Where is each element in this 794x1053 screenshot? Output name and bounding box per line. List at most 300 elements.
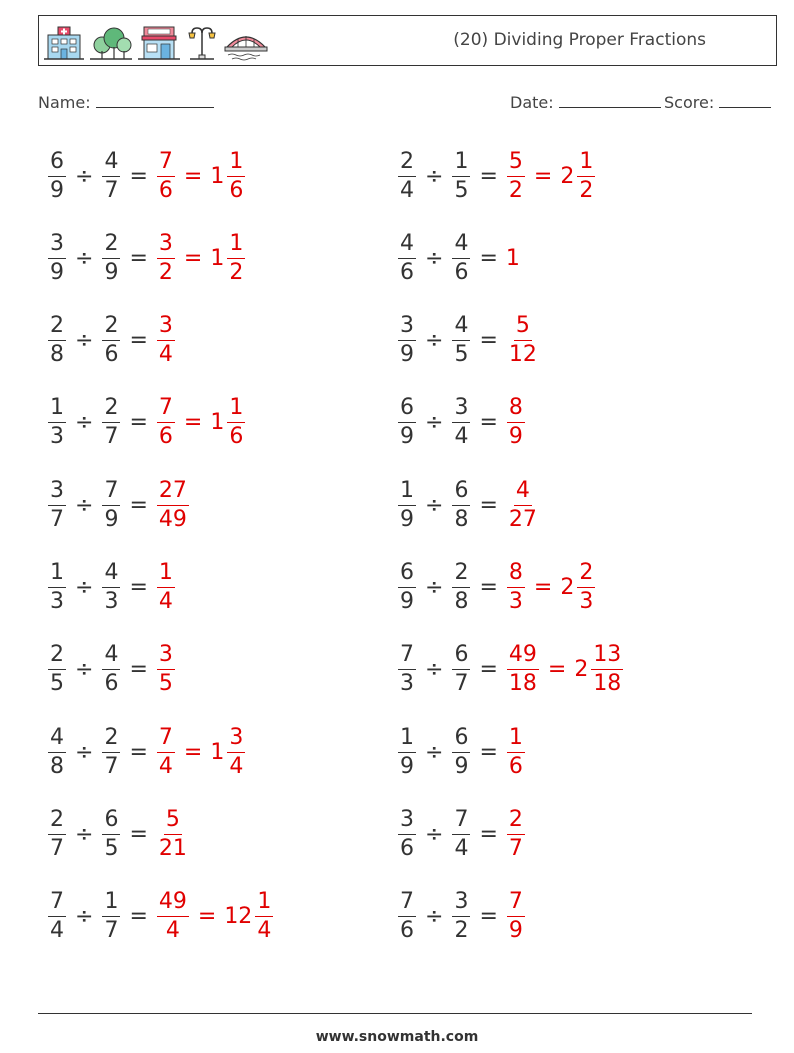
numerator: 1	[48, 562, 66, 588]
denominator: 6	[229, 424, 244, 450]
problem-item	[45, 882, 276, 952]
denominator: 4	[158, 753, 173, 779]
divisor-fraction	[102, 315, 120, 366]
mixed-fraction	[577, 148, 595, 203]
dividend-fraction	[48, 477, 66, 532]
denominator: 2	[508, 177, 523, 203]
mixed-fraction	[577, 562, 595, 613]
denominator: 4	[400, 177, 414, 203]
problem-item	[45, 799, 192, 869]
numerator: 2	[102, 315, 120, 341]
answer	[154, 148, 248, 203]
divide-sign: ÷	[75, 657, 94, 683]
answer	[504, 724, 528, 779]
dividend-fraction	[398, 477, 416, 532]
numerator: 3	[157, 644, 175, 670]
divide-sign: ÷	[425, 739, 444, 765]
equals-sign: =	[479, 821, 498, 847]
numerator: 2	[48, 315, 66, 341]
footer-divider	[38, 1013, 752, 1014]
mixed-fraction	[227, 397, 245, 448]
divisor-fraction	[102, 891, 120, 942]
answer-fraction	[157, 644, 175, 695]
numerator: 1	[398, 727, 416, 753]
answer	[504, 806, 528, 861]
equals-sign: =	[479, 245, 498, 271]
numerator: 7	[157, 397, 175, 423]
divisor-fraction	[452, 562, 470, 613]
equals-sign: =	[183, 163, 203, 189]
answer	[504, 891, 528, 942]
numerator: 1	[227, 151, 245, 177]
divide-sign: ÷	[425, 410, 444, 436]
denominator: 6	[158, 424, 173, 450]
numerator: 3	[452, 891, 470, 917]
problem-item	[45, 223, 248, 293]
numerator: 2	[577, 562, 595, 588]
numerator: 1	[577, 151, 595, 177]
numerator: 3	[398, 809, 416, 835]
divide-sign: ÷	[75, 739, 94, 765]
denominator: 8	[454, 589, 469, 614]
numerator: 2	[102, 727, 120, 753]
problem-item	[395, 141, 598, 211]
answer-fraction	[157, 891, 189, 942]
mixed-fraction	[227, 724, 245, 779]
numerator: 3	[157, 315, 175, 341]
divide-sign: ÷	[75, 575, 94, 600]
divisor-fraction	[102, 397, 120, 448]
answer-fraction	[507, 148, 525, 203]
answer-integer: 1	[505, 245, 520, 271]
numerator: 4	[102, 562, 120, 588]
equals-sign: =	[479, 739, 498, 765]
denominator: 6	[104, 671, 119, 697]
answer-fraction	[507, 644, 539, 695]
equals-sign: =	[129, 904, 148, 930]
numerator: 2	[102, 233, 120, 259]
divisor-fraction	[452, 397, 470, 448]
denominator: 4	[454, 424, 469, 450]
equals-sign: =	[129, 328, 148, 354]
divide-sign: ÷	[75, 410, 94, 436]
equals-sign: =	[129, 163, 148, 189]
dividend-fraction	[48, 148, 66, 203]
numerator: 3	[48, 233, 66, 259]
denominator: 4	[158, 589, 173, 614]
equals-sign: =	[129, 657, 148, 683]
equals-sign: =	[129, 821, 148, 847]
denominator: 49	[158, 506, 187, 532]
numerator: 6	[398, 562, 416, 588]
problem-item	[395, 635, 626, 705]
answer	[504, 397, 528, 448]
numerator: 4	[514, 480, 532, 506]
numerator: 5	[164, 809, 182, 835]
problem-item	[45, 553, 178, 623]
problem-item	[395, 717, 528, 787]
answer	[504, 477, 542, 532]
mixed-fraction	[227, 230, 245, 285]
name-line	[96, 93, 214, 108]
numerator: 3	[398, 315, 416, 341]
divisor-fraction	[102, 724, 120, 779]
denominator: 2	[579, 177, 594, 203]
denominator: 7	[50, 506, 64, 532]
denominator: 7	[508, 835, 523, 861]
denominator: 3	[508, 589, 523, 614]
numerator: 8	[507, 397, 525, 423]
divide-sign: ÷	[75, 904, 94, 930]
score-line	[719, 93, 771, 108]
answer	[154, 724, 248, 779]
denominator: 9	[400, 589, 414, 614]
problem-item	[395, 388, 528, 458]
answer	[154, 891, 276, 942]
date-line	[559, 93, 661, 108]
numerator: 3	[227, 727, 245, 753]
answer	[154, 644, 178, 695]
equals-sign: =	[479, 410, 498, 436]
denominator: 4	[158, 342, 173, 368]
mixed-fraction	[227, 148, 245, 203]
denominator: 9	[104, 506, 119, 532]
denominator: 21	[158, 835, 187, 861]
divide-sign: ÷	[425, 492, 444, 518]
denominator: 4	[165, 918, 180, 944]
answer-fraction	[507, 891, 525, 942]
answer-fraction	[157, 148, 175, 203]
answer-fraction	[507, 562, 525, 613]
problem-item	[45, 388, 248, 458]
denominator: 7	[104, 424, 119, 450]
divide-sign: ÷	[425, 575, 444, 600]
dividend-fraction	[398, 230, 416, 285]
equals-sign: =	[479, 163, 498, 189]
numerator: 2	[507, 809, 525, 835]
dividend-fraction	[48, 397, 66, 448]
denominator: 9	[400, 753, 414, 779]
answer-fraction	[157, 724, 175, 779]
mixed-fraction	[591, 644, 623, 695]
equals-sign: =	[197, 904, 217, 930]
denominator: 9	[400, 506, 414, 532]
denominator: 9	[508, 918, 523, 944]
numerator: 13	[591, 644, 623, 670]
dividend-fraction	[398, 891, 416, 942]
denominator: 8	[50, 753, 64, 779]
denominator: 4	[229, 753, 244, 779]
answer-fraction	[157, 397, 175, 448]
answer	[154, 806, 192, 861]
denominator: 2	[158, 259, 173, 285]
mixed-whole: 1	[210, 410, 225, 436]
divisor-fraction	[452, 806, 470, 861]
problem-item	[395, 306, 542, 376]
streetlamp-icon	[186, 25, 218, 61]
equals-sign: =	[129, 410, 148, 436]
numerator: 4	[102, 151, 120, 177]
numerator: 7	[157, 151, 175, 177]
divisor-fraction	[452, 891, 470, 942]
equals-sign: =	[183, 739, 203, 765]
divisor-fraction	[452, 477, 470, 532]
mixed-whole: 2	[560, 163, 575, 189]
numerator: 49	[507, 644, 539, 670]
equals-sign: =	[479, 492, 498, 518]
problem-item	[45, 470, 192, 540]
numerator: 4	[452, 315, 470, 341]
numerator: 2	[102, 397, 120, 423]
numerator: 7	[398, 644, 416, 670]
shop-icon	[138, 25, 180, 61]
footer-url: www.snowmath.com	[315, 1029, 479, 1045]
divisor-fraction	[102, 477, 120, 532]
numerator: 2	[48, 809, 66, 835]
mixed-whole: 1	[210, 739, 225, 765]
name-label: Name:	[38, 93, 91, 112]
dividend-fraction	[398, 562, 416, 613]
numerator: 5	[507, 151, 525, 177]
denominator: 8	[454, 506, 469, 532]
numerator: 7	[398, 891, 416, 917]
answer	[154, 477, 192, 532]
dividend-fraction	[48, 562, 66, 613]
divide-sign: ÷	[75, 163, 94, 189]
numerator: 27	[157, 480, 189, 506]
answer	[154, 562, 178, 613]
divide-sign: ÷	[425, 657, 444, 683]
equals-sign: =	[547, 657, 567, 683]
denominator: 12	[508, 342, 537, 368]
answer-fraction	[507, 806, 525, 861]
worksheet-title: (20) Dividing Proper Fractions	[453, 30, 706, 50]
problem-item	[395, 799, 528, 869]
answer-fraction	[157, 315, 175, 366]
mixed-whole: 1	[210, 245, 225, 271]
answer-fraction	[507, 477, 539, 532]
denominator: 6	[400, 918, 414, 944]
denominator: 27	[508, 506, 537, 532]
date-label: Date:	[510, 93, 554, 112]
mixed-whole: 2	[560, 575, 575, 600]
denominator: 7	[454, 671, 469, 697]
denominator: 7	[104, 753, 119, 779]
dividend-fraction	[48, 230, 66, 285]
mixed-whole: 2	[574, 657, 589, 683]
numerator: 3	[452, 397, 470, 423]
divide-sign: ÷	[75, 245, 94, 271]
denominator: 9	[400, 342, 414, 368]
denominator: 5	[454, 177, 469, 203]
answer	[154, 315, 178, 366]
trees-icon	[90, 25, 132, 61]
numerator: 1	[398, 480, 416, 506]
bridge-icon	[224, 25, 268, 61]
numerator: 4	[398, 233, 416, 259]
equals-sign: =	[479, 904, 498, 930]
denominator: 9	[454, 753, 469, 779]
equals-sign: =	[129, 245, 148, 271]
numerator: 7	[102, 480, 120, 506]
dividend-fraction	[48, 806, 66, 861]
problem-item	[45, 717, 248, 787]
divide-sign: ÷	[425, 163, 444, 189]
numerator: 49	[157, 891, 189, 917]
denominator: 6	[229, 177, 244, 203]
divide-sign: ÷	[425, 821, 444, 847]
numerator: 2	[48, 644, 66, 670]
mixed-fraction	[255, 891, 273, 942]
numerator: 1	[452, 151, 470, 177]
numerator: 4	[48, 727, 66, 753]
divisor-fraction	[452, 644, 470, 695]
answer	[504, 644, 626, 695]
dividend-fraction	[48, 644, 66, 695]
numerator: 6	[452, 727, 470, 753]
numerator: 2	[398, 151, 416, 177]
numerator: 2	[452, 562, 470, 588]
denominator: 2	[454, 918, 469, 944]
denominator: 4	[50, 918, 64, 944]
equals-sign: =	[479, 657, 498, 683]
numerator: 7	[48, 891, 66, 917]
numerator: 3	[157, 233, 175, 259]
equals-sign: =	[183, 410, 203, 436]
dividend-fraction	[48, 724, 66, 779]
denominator: 8	[50, 342, 64, 368]
date-field	[510, 93, 661, 112]
denominator: 6	[158, 177, 173, 203]
answer-fraction	[507, 724, 525, 779]
denominator: 9	[508, 424, 523, 450]
numerator: 1	[48, 397, 66, 423]
equals-sign: =	[533, 575, 553, 600]
problem-item	[395, 223, 520, 293]
equals-sign: =	[533, 163, 553, 189]
answer	[504, 315, 542, 366]
denominator: 9	[104, 259, 119, 285]
dividend-fraction	[398, 724, 416, 779]
problem-item	[45, 306, 178, 376]
divide-sign: ÷	[425, 328, 444, 354]
numerator: 1	[227, 397, 245, 423]
hospital-icon	[44, 25, 84, 61]
denominator: 6	[400, 835, 414, 861]
divide-sign: ÷	[75, 492, 94, 518]
answer	[154, 397, 248, 448]
answer-fraction	[507, 315, 539, 366]
denominator: 7	[104, 177, 119, 203]
denominator: 18	[508, 671, 537, 697]
answer-fraction	[507, 397, 525, 448]
mixed-whole: 1	[210, 163, 225, 189]
divisor-fraction	[452, 230, 470, 285]
numerator: 6	[452, 480, 470, 506]
divisor-fraction	[452, 148, 470, 203]
dividend-fraction	[398, 397, 416, 448]
denominator: 7	[104, 918, 119, 944]
denominator: 7	[50, 835, 64, 861]
denominator: 5	[454, 342, 469, 368]
numerator: 8	[507, 562, 525, 588]
denominator: 5	[158, 671, 173, 697]
numerator: 1	[227, 233, 245, 259]
denominator: 5	[104, 835, 119, 861]
header-icons	[44, 21, 268, 61]
denominator: 3	[104, 589, 119, 614]
divide-sign: ÷	[75, 328, 94, 354]
problem-item	[395, 553, 598, 623]
numerator: 6	[102, 809, 120, 835]
numerator: 7	[507, 891, 525, 917]
divide-sign: ÷	[75, 821, 94, 847]
denominator: 5	[50, 671, 64, 697]
answer-fraction	[157, 230, 175, 285]
equals-sign: =	[479, 328, 498, 354]
dividend-fraction	[398, 315, 416, 366]
divisor-fraction	[102, 562, 120, 613]
answer-fraction	[157, 806, 189, 861]
numerator: 6	[452, 644, 470, 670]
answer-fraction	[157, 477, 189, 532]
problem-item	[45, 141, 248, 211]
numerator: 1	[102, 891, 120, 917]
numerator: 4	[102, 644, 120, 670]
numerator: 5	[514, 315, 532, 341]
mixed-whole: 12	[224, 904, 253, 930]
denominator: 6	[508, 753, 523, 779]
denominator: 6	[400, 259, 414, 285]
divide-sign: ÷	[425, 904, 444, 930]
problem-item	[45, 635, 178, 705]
dividend-fraction	[48, 891, 66, 942]
numerator: 1	[255, 891, 273, 917]
denominator: 6	[454, 259, 469, 285]
numerator: 4	[452, 233, 470, 259]
worksheet-header	[38, 15, 777, 66]
equals-sign: =	[129, 575, 148, 600]
numerator: 1	[507, 727, 525, 753]
answer	[504, 246, 520, 271]
answer-fraction	[157, 562, 175, 613]
answer	[504, 562, 598, 613]
divisor-fraction	[102, 148, 120, 203]
denominator: 9	[400, 424, 414, 450]
divide-sign: ÷	[425, 245, 444, 271]
numerator: 1	[157, 562, 175, 588]
numerator: 7	[452, 809, 470, 835]
denominator: 6	[104, 342, 119, 368]
denominator: 18	[593, 671, 622, 697]
denominator: 3	[50, 424, 64, 450]
denominator: 9	[50, 177, 64, 203]
denominator: 4	[454, 835, 469, 861]
denominator: 9	[50, 259, 64, 285]
equals-sign: =	[479, 575, 498, 600]
dividend-fraction	[398, 806, 416, 861]
denominator: 3	[579, 589, 594, 614]
problem-item	[395, 882, 528, 952]
equals-sign: =	[129, 492, 148, 518]
dividend-fraction	[398, 148, 416, 203]
name-field	[38, 93, 214, 112]
denominator: 3	[50, 589, 64, 614]
score-label: Score:	[664, 93, 715, 112]
answer	[154, 230, 248, 285]
equals-sign: =	[129, 739, 148, 765]
dividend-fraction	[48, 315, 66, 366]
